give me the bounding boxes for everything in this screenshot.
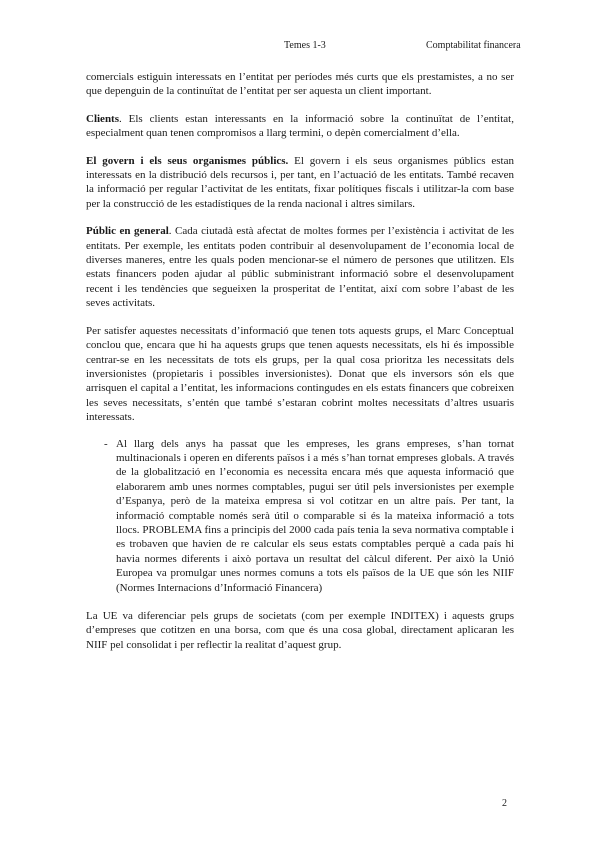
government-text: El govern i els seus organismes públics estan interessats en la distribució dels recursos i, per tant, en l’actuació de les entitats. També recaven la informació per regular l’activitat de les entitats, fixar polítiques fiscals i utilitzar-la com base per la construcció de les estadístiques de la renda nacional i altres similars. xyxy=(86,154,514,210)
paragraph-continuation: comercials estiguin interessats en l’entitat per períodes més curts que els prestamistes, a no ser que depenguin de la continuïtat de l’entitat per ser aquesta un client important. xyxy=(86,71,514,98)
bullet-list xyxy=(104,437,514,595)
document-body xyxy=(86,70,514,665)
paragraph-government xyxy=(86,154,514,212)
clients-heading: Clients xyxy=(86,112,119,125)
header-subject: Comptabilitat financera xyxy=(426,40,521,51)
page-number: 2 xyxy=(502,798,507,809)
government-heading: El govern i els seus organismes públics. xyxy=(86,154,289,167)
public-heading: Públic en general xyxy=(86,225,169,238)
paragraph-eu-groups: La UE va diferenciar pels grups de societats (com per exemple INDITEX) i aquests grups d’empreses que cotitzen en una borsa, com que és una cosa global, directament aplicaran les NIIF pel consolidat i per reflectir la realitat d’aquest grup. xyxy=(86,610,514,651)
clients-text: . Els clients estan interessants en la informació sobre la continuïtat de l’entitat, especialment quan tenen compromisos a llarg termini, o depèn comercialment d’ella. xyxy=(86,112,514,140)
public-text: . Cada ciutadà està afectat de moltes formes per l’existència i activitat de les entitats. Per exemple, les entitats poden contribuir al desenvolupament de l’economia local de diverses maneres, entre les quals poden mencionar-se el número de persones que utilitzen. Els estats financers poden ajudar al públic subministrant informació sobre el desenvolupament recent i les tendències que segueixen la prosperitat de l’entitat, així com sobre l’abast de les seves activitats. xyxy=(86,225,514,310)
header-topic: Temes 1-3 xyxy=(284,40,326,51)
bullet-item-globalization: Al llarg dels anys ha passat que les empreses, les grans empreses, s’han tornat multinacionals i operen en diferents països i a més s’han tornat empreses globals. A través de la globalització en l’economia es necessita encara més que aquesta informació que elaborarem amb unes normes comptables, pugui ser útil pels inversionistes per exemple d’Espanya, però de la mateixa empresa si vol cotitzar en un altre país. Per tant, la informació comptable només serà útil o comparable si és la mateixa informació a tots llocs. PROBLEMA fins a principis del 2000 cada país tenia la seva normativa comptable i es trobaven que havien de re calcular els seus estats comptables perquè a cada país hi havia normes diferents i això portava un resultat del càlcul diferent. Per això la Unió Europea va promulgar unes normes comuns a tots els països de la UE que són les NIIF (Normes Internacions d’Informació Financera) xyxy=(116,437,514,594)
bullet-dash: - xyxy=(104,437,108,450)
paragraph-public xyxy=(86,224,514,310)
paragraph-conceptual-framework: Per satisfer aquestes necessitats d’informació que tenen tots aquests grups, el Marc Conceptual conclou que, encara que hi ha aquests grups que tenen aquests necessitats, els hi és impossible centrar-se en les necessitats de tots els grups, per la qual cosa prioritza les necessitats dels inversionistes (propietaris i possibles inversionistes). Donat que els inversors són els que arrisquen el capital a l’entitat, les informacions contingudes en els estats financers que cobreixen les seves necessitats, s’entén que també s’estaran cobrint moltes necessitats d’altres usuaris interessats. xyxy=(86,324,514,424)
page-header xyxy=(0,40,600,54)
paragraph-clients xyxy=(86,112,514,141)
